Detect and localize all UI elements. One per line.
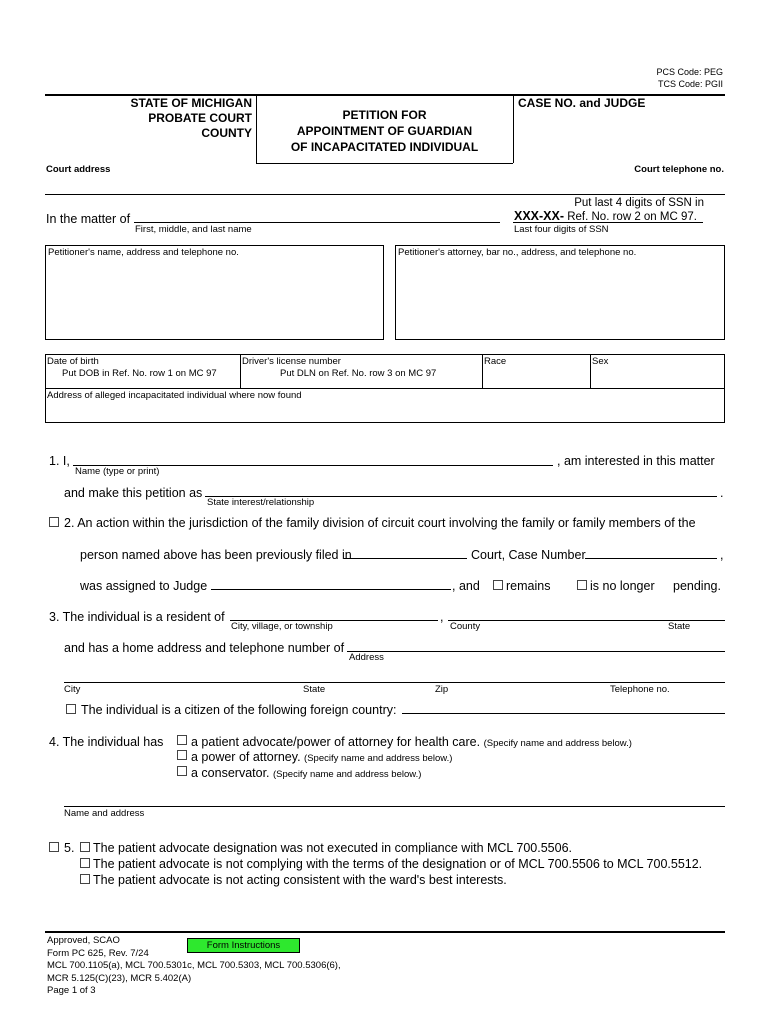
info-row-rule bbox=[45, 388, 725, 389]
court-name: PROBATE COURT bbox=[148, 111, 252, 125]
item2-checkbox[interactable] bbox=[49, 517, 59, 527]
item5-opt3: The patient advocate is not acting consistent with the ward's best interests. bbox=[93, 873, 507, 887]
item5-checkbox[interactable] bbox=[49, 842, 59, 852]
address-found-label: Address of alleged incapacitated individual where now found bbox=[47, 390, 302, 401]
ssn-field[interactable] bbox=[513, 222, 703, 223]
form-instructions-button[interactable]: Form Instructions bbox=[187, 938, 300, 953]
item3-resident: 3. The individual is a resident of bbox=[49, 610, 225, 624]
court-header bbox=[45, 96, 252, 141]
item5-opt1-checkbox[interactable] bbox=[80, 842, 90, 852]
sex-label: Sex bbox=[592, 356, 609, 367]
item3-phone-label: Telephone no. bbox=[610, 684, 670, 695]
item2-line1: 2. An action within the jurisdiction of the family division of circuit court involving the family or family members of the bbox=[64, 516, 696, 530]
dob-note: Put DOB in Ref. No. row 1 on MC 97 bbox=[62, 368, 217, 379]
dl-label: Driver's license number bbox=[242, 356, 341, 367]
item4-opt3-text: a conservator. bbox=[191, 766, 270, 780]
item3-state-caption: State bbox=[668, 621, 691, 632]
court-address-rule bbox=[45, 194, 725, 195]
item3-address-caption: Address bbox=[349, 652, 384, 663]
item5-opt2-checkbox[interactable] bbox=[80, 858, 90, 868]
item1-suffix: , am interested in this matter bbox=[557, 454, 715, 468]
item1-petition-as: and make this petition as bbox=[64, 486, 203, 500]
ssn-caption: Last four digits of SSN bbox=[514, 224, 609, 235]
advocate-checkbox[interactable] bbox=[177, 735, 187, 745]
item4-name-address-caption: Name and address bbox=[64, 808, 145, 819]
ssn-block bbox=[514, 197, 704, 223]
item4-opt3 bbox=[191, 766, 421, 780]
tcs-code: TCS Code: PGII bbox=[657, 79, 723, 89]
court-address-label: Court address bbox=[46, 164, 111, 175]
county-label: COUNTY bbox=[201, 126, 252, 140]
footer-page: Page 1 of 3 bbox=[47, 985, 96, 996]
item5-opt3-checkbox[interactable] bbox=[80, 874, 90, 884]
item5-opt2: The patient advocate is not complying with the terms of the designation or of MCL 700.5506 to MCL 700.5512. bbox=[93, 857, 703, 871]
info-divider-2 bbox=[482, 354, 483, 388]
item2-court-field[interactable] bbox=[344, 558, 467, 559]
state-name: STATE OF MICHIGAN bbox=[130, 96, 252, 110]
conservator-checkbox[interactable] bbox=[177, 766, 187, 776]
item3-city-line-field[interactable] bbox=[64, 682, 725, 683]
item4-name-address-field[interactable] bbox=[64, 806, 725, 807]
info-divider-1 bbox=[240, 354, 241, 388]
item3-home: and has a home address and telephone number of bbox=[64, 641, 345, 655]
item2-filed-in: person named above has been previously filed in bbox=[80, 548, 352, 562]
ssn-prefix: XXX-XX- bbox=[514, 209, 565, 223]
item2-judge-field[interactable] bbox=[211, 589, 451, 590]
matter-label: In the matter of bbox=[46, 212, 131, 226]
court-phone-label: Court telephone no. bbox=[634, 164, 724, 175]
footer-mcr: MCR 5.125(C)(23), MCR 5.402(A) bbox=[47, 972, 192, 984]
item2-comma: , bbox=[720, 548, 724, 562]
item4-has: 4. The individual has bbox=[49, 735, 164, 749]
pcs-code: PCS Code: PEG bbox=[656, 67, 723, 77]
item1-prefix: 1. I, bbox=[49, 454, 70, 468]
item4-opt1-note: (Specify name and address below.) bbox=[483, 738, 632, 749]
dob-label: Date of birth bbox=[47, 356, 99, 367]
remains-label: remains bbox=[506, 579, 551, 593]
item5-opt1: The patient advocate designation was not executed in compliance with MCL 700.5506. bbox=[93, 841, 573, 855]
item1-period: . bbox=[720, 486, 724, 500]
citizen-label: The individual is a citizen of the following foreign country: bbox=[81, 703, 397, 717]
item3-city-label: City bbox=[64, 684, 81, 695]
no-longer-label: is no longer bbox=[590, 579, 655, 593]
header-title-bottom-rule bbox=[256, 163, 513, 164]
ssn-note-1: Put last 4 digits of SSN in bbox=[574, 197, 704, 209]
petitioner-box[interactable] bbox=[45, 245, 384, 340]
item1-name-caption: Name (type or print) bbox=[75, 466, 160, 477]
item4-opt3-note: (Specify name and address below.) bbox=[273, 769, 422, 780]
footer-rule bbox=[45, 931, 725, 933]
item3-zip-label: Zip bbox=[435, 684, 449, 695]
item2-case-number-field[interactable] bbox=[585, 558, 717, 559]
item3-county-caption: County bbox=[450, 621, 481, 632]
item5-num: 5. bbox=[64, 841, 75, 855]
item4-opt2-note: (Specify name and address below.) bbox=[304, 753, 453, 764]
attorney-box-label: Petitioner's attorney, bar no., address, and telephone no. bbox=[398, 247, 637, 258]
petitioner-box-label: Petitioner's name, address and telephone no. bbox=[48, 247, 239, 258]
ssn-note-2: Ref. No. row 2 on MC 97. bbox=[567, 211, 697, 223]
dl-note: Put DLN on Ref. No. row 3 on MC 97 bbox=[280, 368, 437, 379]
item3-city-caption: City, village, or township bbox=[231, 621, 333, 632]
attorney-box[interactable] bbox=[395, 245, 725, 340]
pending-label: pending. bbox=[673, 579, 721, 593]
footer-mcl: MCL 700.1105(a), MCL 700.5301c, MCL 700.5303, MCL 700.5306(6), bbox=[47, 960, 341, 971]
no-longer-checkbox[interactable] bbox=[577, 580, 587, 590]
item4-opt2 bbox=[191, 750, 452, 764]
power-of-attorney-checkbox[interactable] bbox=[177, 750, 187, 760]
info-divider-3 bbox=[590, 354, 591, 388]
header-divider-2 bbox=[513, 94, 514, 163]
citizen-checkbox[interactable] bbox=[66, 704, 76, 714]
item2-assigned: was assigned to Judge bbox=[80, 579, 208, 593]
item4-opt1 bbox=[191, 735, 632, 749]
footer-form: Form PC 625, Rev. 7/24 bbox=[47, 947, 149, 959]
matter-name-field[interactable] bbox=[134, 222, 500, 223]
item3-comma: , bbox=[440, 610, 444, 624]
footer-approved: Approved, SCAO bbox=[47, 935, 120, 946]
race-label: Race bbox=[484, 356, 507, 367]
citizen-country-field[interactable] bbox=[402, 713, 725, 714]
case-no-label: CASE NO. and JUDGE bbox=[518, 96, 646, 110]
item4-opt2-text: a power of attorney. bbox=[191, 750, 301, 764]
remains-checkbox[interactable] bbox=[493, 580, 503, 590]
item3-address-field[interactable] bbox=[347, 651, 725, 652]
form-title: PETITION FOR APPOINTMENT OF GUARDIAN OF INCAPACITATED INDIVIDUAL bbox=[290, 108, 479, 154]
matter-name-caption: First, middle, and last name bbox=[135, 224, 252, 235]
item4-opt1-text: a patient advocate/power of attorney for health care. bbox=[191, 735, 481, 749]
item3-state-label: State bbox=[303, 684, 326, 695]
item2-and: , and bbox=[452, 579, 480, 593]
item2-court-case: Court, Case Number bbox=[471, 548, 586, 562]
item1-interest-caption: State interest/relationship bbox=[207, 497, 315, 508]
